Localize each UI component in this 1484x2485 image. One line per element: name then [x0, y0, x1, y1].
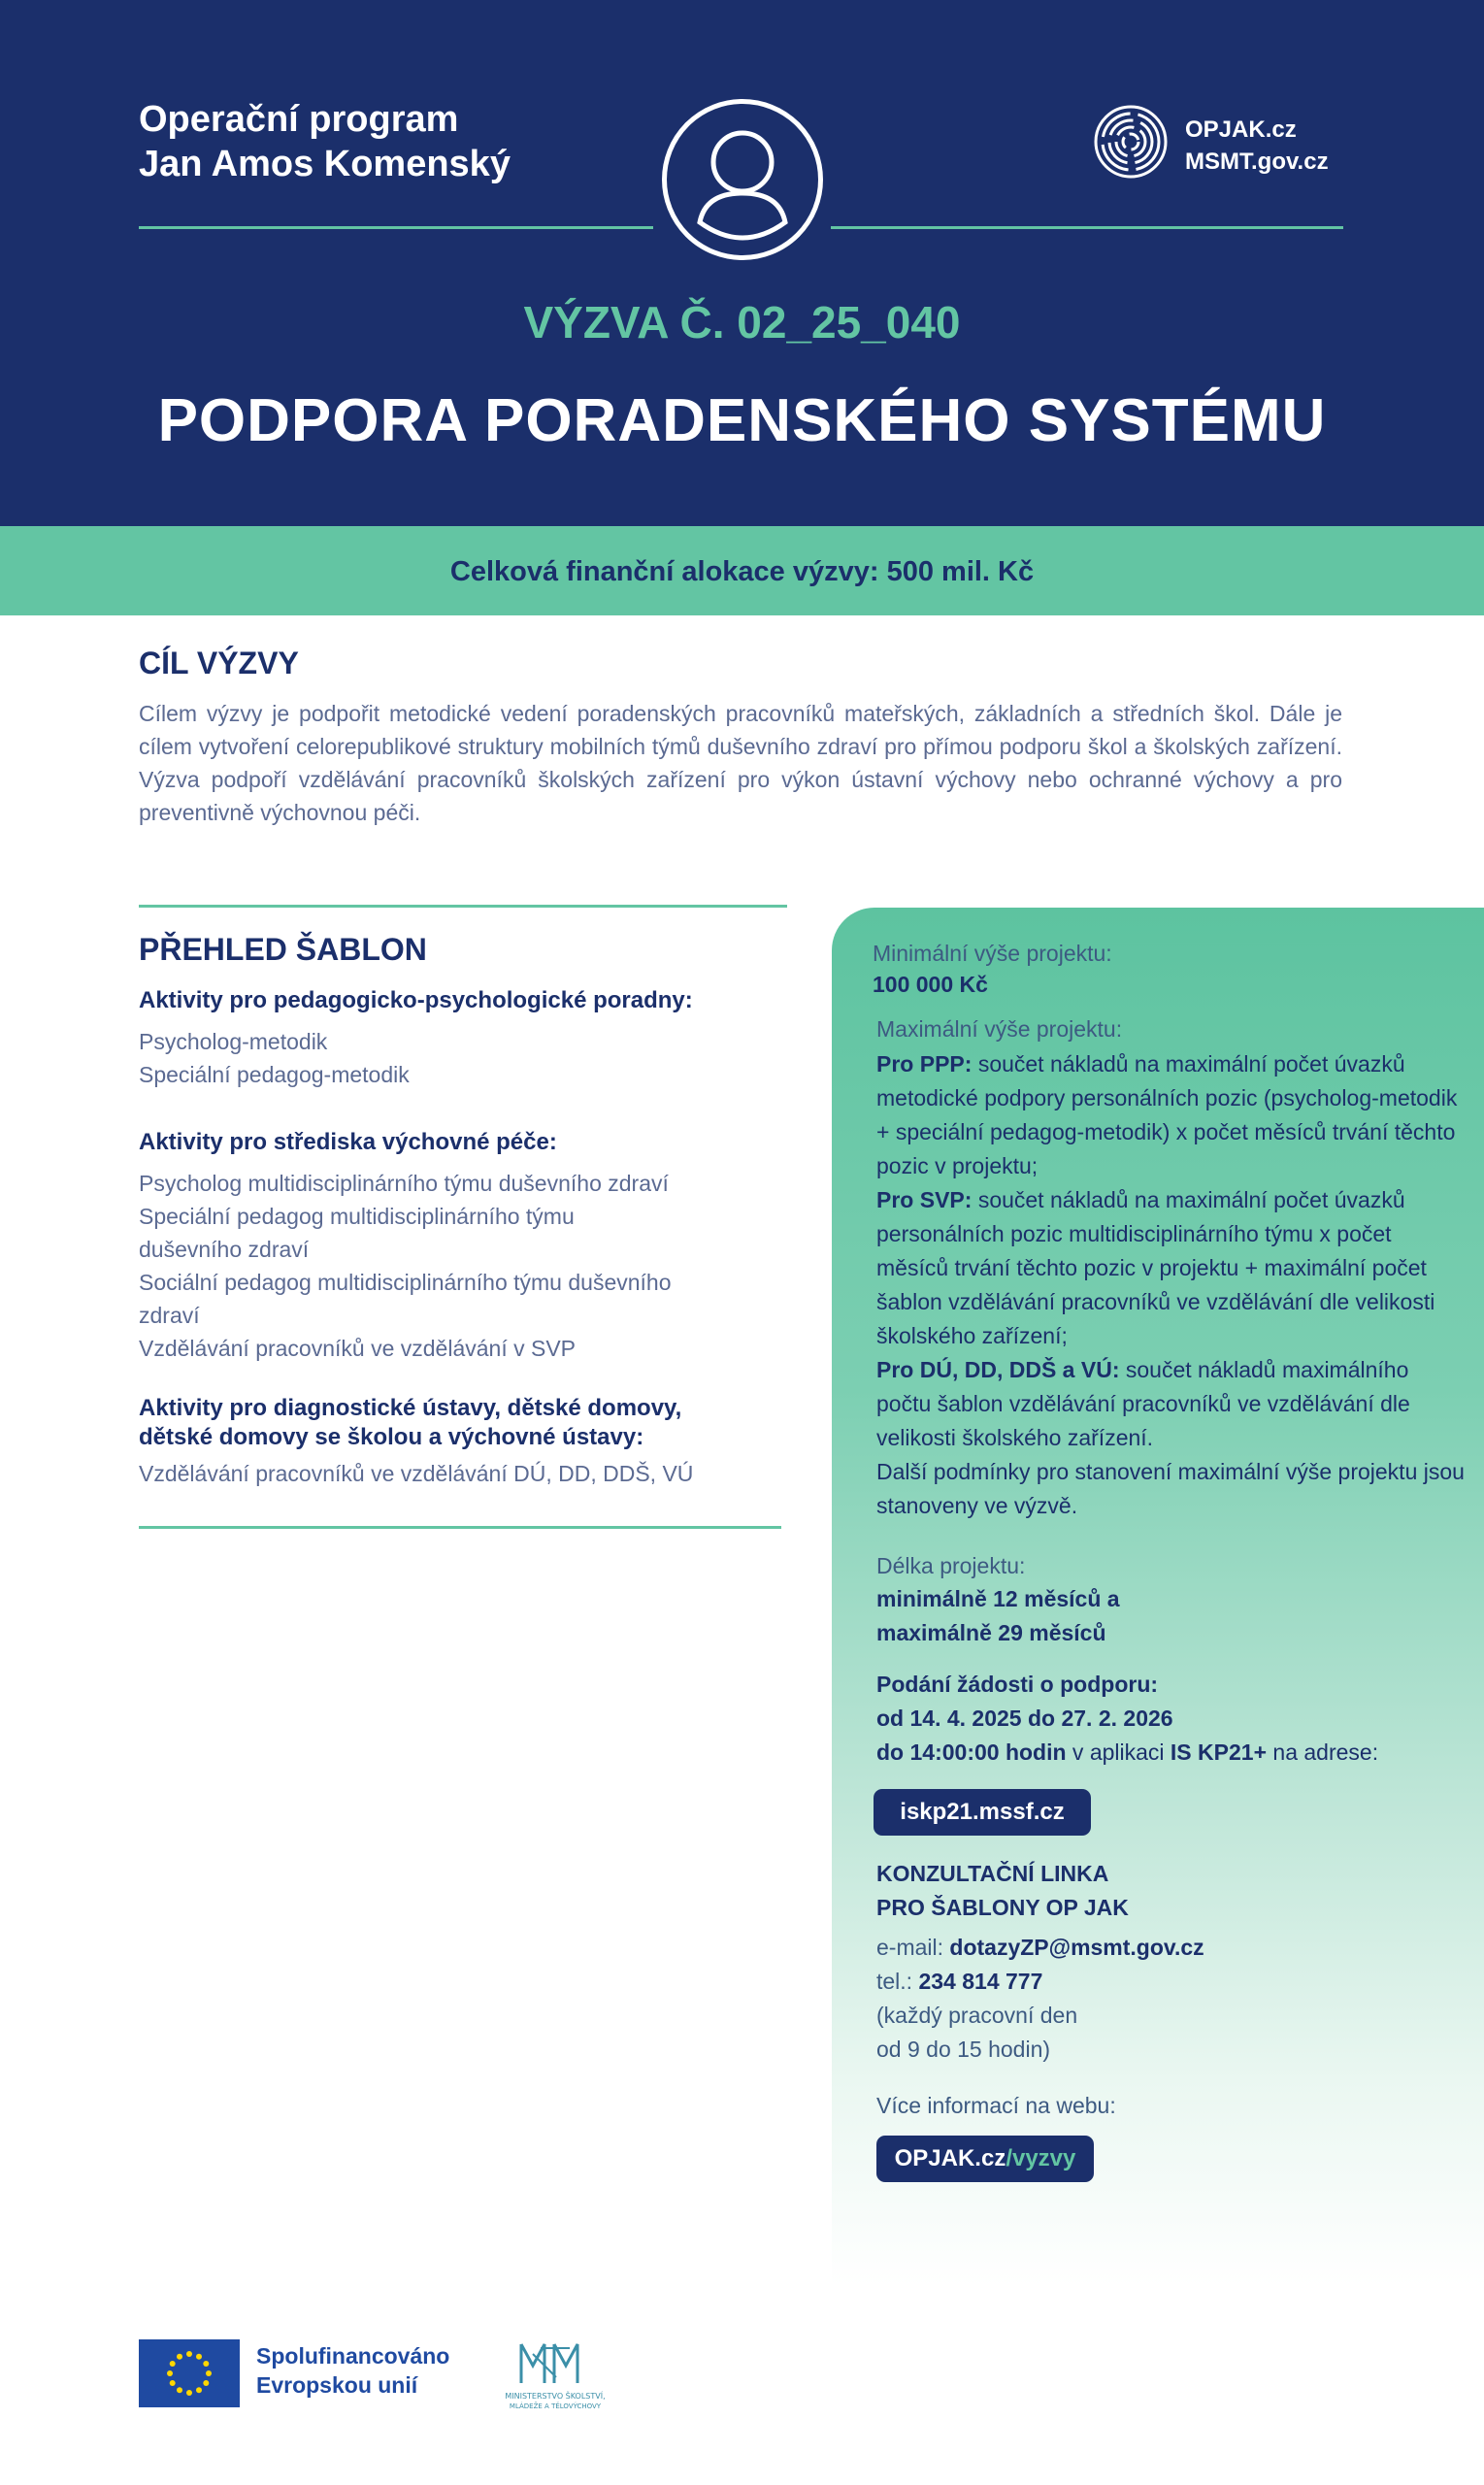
- header-sites: [1185, 114, 1329, 178]
- submission-app: IS KP21+: [1170, 1740, 1268, 1765]
- du-text: součet nákladů maximálního počtu šablon vzdělávání pracovníků ve vzdělávání dle velikosti školského zařízení.: [876, 1357, 1410, 1450]
- length-max: maximálně 29 měsíců: [876, 1620, 1106, 1645]
- eu-line-2: Evropskou unií: [256, 2372, 418, 2398]
- web-link-main: OPJAK.cz: [894, 2145, 1006, 2171]
- iskp-link-button[interactable]: iskp21.mssf.cz: [874, 1789, 1091, 1836]
- submission-in: v aplikaci: [1066, 1740, 1171, 1765]
- msmt-logo: [482, 2335, 628, 2412]
- submission-title: Podání žádosti o podporu:: [876, 1672, 1159, 1697]
- group-svp-list: [139, 1167, 770, 1365]
- submission-info: [876, 1668, 1468, 1770]
- group-du-title-line-1: Aktivity pro diagnostické ústavy, dětské domovy,: [139, 1395, 682, 1421]
- templates-bottom-divider: [139, 1526, 781, 1529]
- hours-line-2: od 9 do 15 hodin): [876, 2037, 1051, 2062]
- consult-heading: [876, 1857, 1468, 1925]
- max-amount-label: Maximální výše projektu:: [876, 1016, 1123, 1042]
- length-label: Délka projektu:: [876, 1553, 1026, 1578]
- svp-label: Pro SVP:: [876, 1187, 973, 1212]
- group-ppp-title: Aktivity pro pedagogicko-psychologické poradny:: [139, 987, 693, 1013]
- group-du-list: [139, 1457, 770, 1490]
- msmt-line-1: MINISTERSTVO ŠKOLSTVÍ,: [505, 2392, 606, 2401]
- program-line-2: Jan Amos Komenský: [139, 144, 511, 184]
- call-number: VÝZVA Č. 02_25_040: [523, 297, 961, 348]
- goal-text: Cílem výzvy je podpořit metodické vedení poradenských pracovníků mateřských, základních a středních škol. Dále je cílem vytvoření celorepublikové struktury mobilních týmů duševního zdraví pro přímou podporu škol a školských zařízení. Výzva podpoří vzdělávání pracovníků školských zařízení pro výkon ústavní výchovy nebo ochranné výchovy a pro preventivně výchovnou péči.: [139, 701, 1342, 825]
- goal-heading: CÍL VÝZVY: [139, 646, 299, 680]
- web-link-path: /vyzvy: [1006, 2145, 1076, 2171]
- consult-line-1: KONZULTAČNÍ LINKA: [876, 1861, 1109, 1886]
- consult-line-2: PRO ŠABLONY OP JAK: [876, 1895, 1129, 1920]
- hours-line-1: (každý pracovní den: [876, 2003, 1078, 2028]
- group-svp-title: Aktivity pro střediska výchovné péče:: [139, 1129, 557, 1155]
- du-label: Pro DÚ, DD, DDŠ a VÚ:: [876, 1357, 1120, 1382]
- consult-contacts: [876, 1931, 1468, 2067]
- maze-logo-icon: [1094, 105, 1168, 183]
- ppp-text: součet nákladů na maximální počet úvazků metodické podpory personálních pozic (psycholog-metodik + speciální pedagog-metodik) x počet měsíců trvání těchto pozic v projektu;: [876, 1051, 1458, 1178]
- list-item: Speciální pedagog-metodik: [139, 1062, 410, 1087]
- more-info-label: Více informací na webu:: [876, 2093, 1116, 2118]
- list-item: Vzdělávání pracovníků ve vzdělávání v SVP: [139, 1336, 577, 1361]
- list-item: Psycholog multidisciplinárního týmu duševního zdraví: [139, 1171, 669, 1196]
- list-item: Speciální pedagog multidisciplinárního týmu duševního zdraví: [139, 1204, 575, 1262]
- web-link-button[interactable]: [876, 2136, 1094, 2182]
- length-value: [876, 1582, 1468, 1650]
- program-line-1: Operační program: [139, 99, 459, 140]
- group-du-title: [139, 1394, 681, 1452]
- list-item: Vzdělávání pracovníků ve vzdělávání DÚ, DD, DDŠ, VÚ: [139, 1461, 694, 1486]
- call-title: PODPORA PORADENSKÉHO SYSTÉMU: [157, 387, 1327, 454]
- ppp-label: Pro PPP:: [876, 1051, 973, 1077]
- eu-cofinanced-text: [256, 2341, 449, 2400]
- max-amount-rules: [876, 1047, 1468, 1523]
- min-amount-value: 100 000 Kč: [873, 972, 988, 997]
- list-item: Psycholog-metodik: [139, 1029, 328, 1054]
- site-opjak[interactable]: OPJAK.cz: [1185, 116, 1297, 143]
- length-min: minimálně 12 měsíců a: [876, 1586, 1120, 1611]
- submission-time: do 14:00:00 hodin: [876, 1740, 1067, 1765]
- list-item: Sociální pedagog multidisciplinárního týmu duševního zdraví: [139, 1270, 672, 1328]
- allocation-text: Celková finanční alokace výzvy: 500 mil. Kč: [449, 556, 1035, 587]
- submission-at: na adrese:: [1267, 1740, 1379, 1765]
- person-icon: [662, 99, 823, 260]
- site-msmt[interactable]: MSMT.gov.cz: [1185, 149, 1329, 175]
- email-link[interactable]: dotazyZP@msmt.gov.cz: [949, 1935, 1204, 1960]
- eu-line-1: Spolufinancováno: [256, 2343, 450, 2369]
- min-amount-label: Minimální výše projektu:: [873, 941, 1112, 966]
- group-ppp-list: [139, 1025, 770, 1091]
- tel-number[interactable]: 234 814 777: [918, 1969, 1043, 1994]
- eu-flag-icon: [139, 2339, 240, 2407]
- email-label: e-mail:: [876, 1935, 950, 1960]
- templates-heading: PŘEHLED ŠABLON: [139, 932, 427, 967]
- other-conditions: Další podmínky pro stanovení maximální výše projektu jsou stanoveny ve výzvě.: [876, 1459, 1465, 1518]
- submission-dates: od 14. 4. 2025 do 27. 2. 2026: [876, 1706, 1173, 1731]
- templates-top-divider: [139, 905, 787, 908]
- msmt-line-2: MLÁDEŽE A TĚLOVÝCHOVY: [509, 2402, 602, 2410]
- header-divider-left: [139, 226, 653, 229]
- svp-text: součet nákladů na maximální počet úvazků personálních pozic multidisciplinárního týmu x počet měsíců trvání těchto pozic v projektu + maximální počet šablon vzdělávání pracovníků ve vzdělávání dle velikosti školského zařízení;: [876, 1187, 1435, 1348]
- tel-label: tel.:: [876, 1969, 919, 1994]
- header-divider-right: [831, 226, 1343, 229]
- program-name: [139, 97, 511, 186]
- group-du-title-line-2: dětské domovy se školou a výchovné ústavy:: [139, 1424, 644, 1450]
